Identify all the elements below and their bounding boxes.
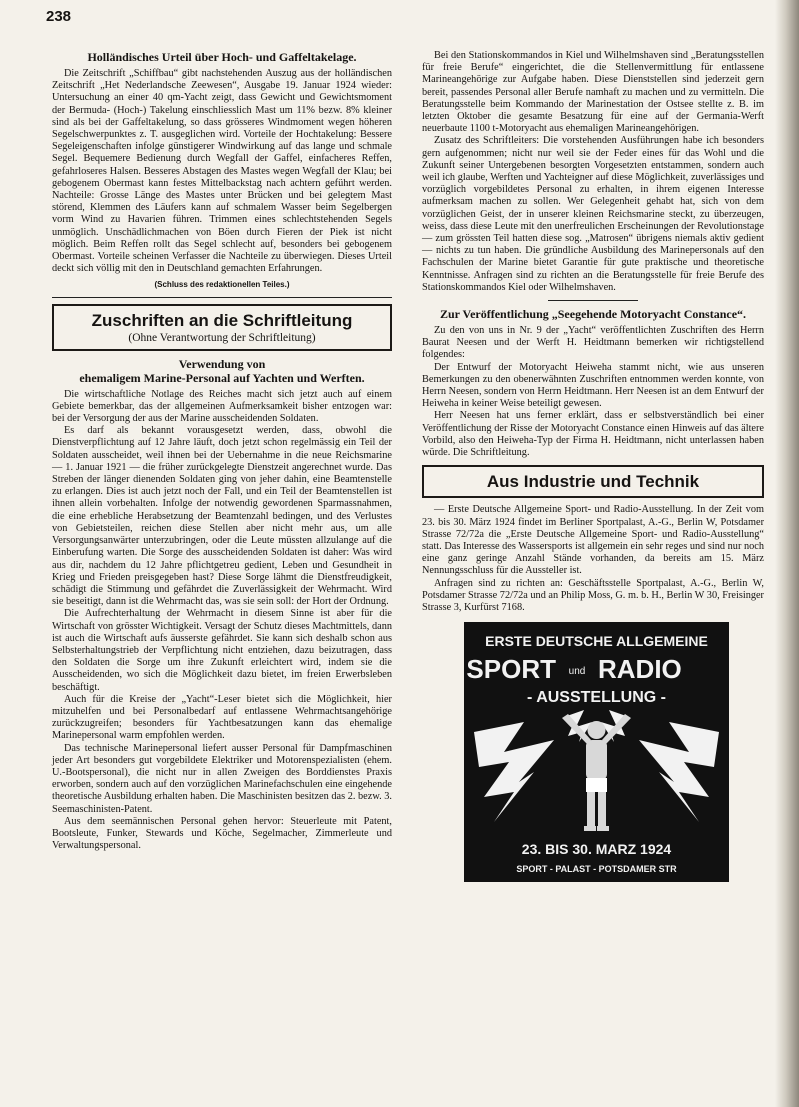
poster-dates: 23. BIS 30. MARZ 1924	[521, 841, 672, 858]
article-body-takelage: Die Zeitschrift „Schiffbau“ gibt nachstehenden Auszug aus der holländischen Zeitschrift „Het Nederlandsche Zeewesen“, Ausgabe 19. Januar 1924 wieder: Untersuchung an einer 40 qm-Yacht zeigt, dass Gewicht und Gewichtsmoment der Bermuda- (Hoch-) Takelung einschliesslich Mast um 11% bezw. 8% kleiner sind als bei der Gaffeltakelung, so dass grösseres Windmoment wegen höheren Segelschwerpunktes z. T. ausgeglichen wird. Vorteile der Hochtakelung: Bessere Segeleigenschaften infolge günstigerer Windwirkung auf das lange und schmale Segel. Bequemere Bedienung durch Wegfall der Gaffel, einfacheres Reffen, gefahrloseres Halsen. Besseres Abstagen des Mastes wegen Wegfall der Klau; bei gebogenem Obermast kann festes Mittelbackstag nach achtern geführt werden. Nachteile: Grosse Länge des Mastes unter Brücken und bei gelegtem Mast störend, Klemmen des Läufers kann auf schmalem Wasser beim Segelbergen vorm Wind zu Havarien führen. Trimmen eines schlechtstehenden Segels unmöglich. Unschädlichmachen von Böen durch Fieren der Piek ist nicht möglich. Beim Reffen rollt das Segel schlecht auf, besonders bei gebogenem Obermast. Vorteile scheinen Verfasser die Nachteile zu überwiegen. Dieses Urteil deckt sich völlig mit den in Deutschland gemachten Erfahrungen.	[52, 68, 392, 275]
section-box-industrie	[422, 465, 764, 498]
poster-line1: ERSTE DEUTSCHE ALLGEMEINE	[485, 633, 708, 650]
editorial-closing-note: (Schluss des redaktionellen Teiles.)	[154, 280, 290, 290]
right-column	[422, 50, 764, 882]
paragraph: Herr Neesen hat uns ferner erklärt, dass er selbstverständlich bei einer Veröffentlichung der Risse der Motoryacht Constance einen Hinweis auf das ältere Vorbild, also den Heiweha-Typ der Firma H. Heidtmann, nicht unterlassen haben würde. Die Schriftleitung.	[422, 410, 764, 459]
paragraph: Es darf als bekannt vorausgesetzt werden, dass, obwohl die Dienstverpflichtung auf 12 Jahre läuft, doch jetzt schon regelmässig ein Teil der Soldaten ausscheidet, weil ihnen bei der Uebernahme in die neue Reichsmarine — 1. Januar 1921 — die früher zurückgelegte Dienstzeit angerechnet wurde. Das Streben der länger dienenden Soldaten ging von jeher dahin, eine Beamtenstelle zu erlangen. Dies ist auch jetzt noch der Fall, und ein Teil der Beamtenstellen ist ihnen allein vorbehalten. Infolge der notwendig gewordenen Sparmassnahmen, die eine erhebliche Herabsetzung der Beamtenzahl bedingen, und des Verlustes von Gebietsteilen, reichen diese Stellen aber nicht mehr aus, um alle Versorgungsanwärter unterzubringen, oder die Leute müssten allzulange auf die Einberufung warten. Die Sorge des ausscheidenden Soldaten ist daher: Was wird aus dir, nachdem du 12 Jahre pflichtgetreu gedient, Leben und Gesundheit in Krieg und Frieden preisgegeben hast? Diese Sorge lähmt die Dienstfreudigkeit, schädigt die Stimmung und gefährdet die Zuverlässigkeit der Wehrmacht. Wird sie beseitigt, dann ist die Wehrmacht das, was sie sein soll: der Hort der Ordnung.	[52, 425, 392, 608]
paragraph: Zusatz des Schriftleiters: Die vorstehenden Ausführungen habe ich besonders gern aufgenommen; nicht nur weil sie der Feder eines für das Wohl und die Zukunft seiner Untergebenen besorgten Vorgesetzten entstammen, sondern auch weil ich glaube, Werften und Yachteigner auf diese Möglichkeit, zuverlässiges und vorzüglich vorgebildetes Personal zu erhalten, in ihrem eigenen Interesse aufmerksam machen zu sollen. Wer Gelegenheit gehabt hat, sich von dem vorzüglichen Geist, der in unserer kleinen Reichsmarine steckt, zu überzeugen, weiss, dass diese Leute mit den unerfreulichen Erscheinungen der Revolutionstage — zum grössten Teil hatten diese sog. „Matrosen“ übrigens niemals aktiv gedient — nichts zu tun haben. Die gründliche Ausbildung des Marinepersonals auf den Fachschulen der Marine bietet Garantie für gute praktische und theoretische Kenntnisse. Anfragen sind zu richten an die Beratungsstelle für freie Berufe des Stationskommandos Kiel oder Wilhelmshaven.	[422, 135, 764, 293]
section-title-industrie: Aus Industrie und Technik	[486, 472, 700, 492]
poster-und: und	[568, 666, 586, 678]
paragraph: Aus dem seemännischen Personal gehen hervor: Steuerleute mit Patent, Bootsleute, Funker, Stewards und Köche, Segelmacher, Zimmerleute und Verwaltungspersonal.	[52, 815, 392, 852]
poster-ausstellung: - AUSSTELLUNG -	[527, 689, 666, 707]
article-title-constance: Zur Veröffentlichung „Seegehende Motoryacht Constance“.	[439, 307, 747, 322]
poster-radio: RADIO	[598, 654, 682, 685]
article-title-marine-line2: ehemaligem Marine-Personal auf Yachten und Werften.	[79, 370, 365, 385]
paragraph: Auch für die Kreise der „Yacht“-Leser bietet sich die Möglichkeit, hier mitzuhelfen und bei Personalbedarf auf entlassene Wehrmachtsangehörige zurückzugreifen; besonders für Yachtbesatzungen kann das ehemalige Marinepersonal warm empfohlen werden.	[52, 693, 392, 742]
divider	[548, 300, 638, 301]
paragraph: Bei den Stationskommandos in Kiel und Wilhelmshaven sind „Beratungsstellen für freie Berufe“ eingerichtet, die die Stellenvermittlung für entlassene Marineangehörige zur Aufgabe haben. Diese Dienststellen sind jederzeit gern bereit, passendes Personal aller Berufe namhaft zu machen und zu vermitteln. Die Beratungsstelle beim Kommando der Marinestation der Ostsee stellte z. B. im letzten Oktober die gesamte Besatzung für eine auf der Germania-Werft neuerbaute 1100 t-Motoryacht aus ehemaligen Marineangehörigen.	[422, 50, 764, 135]
section-subtitle-zuschriften: (Ohne Verantwortung der Schriftleitung)	[128, 331, 316, 344]
book-spine-shadow	[775, 0, 799, 1107]
poster-image	[464, 622, 729, 882]
page-number: 238	[46, 8, 72, 25]
paragraph: — Erste Deutsche Allgemeine Sport- und Radio-Ausstellung. In der Zeit vom 23. bis 30. März 1924 findet im Berliner Sportpalast, A.-G., Berlin W, Potsdamer Strasse 72/72a die „Erste Deutsche Allgemeine Sport- und Radio-Ausstellung“ statt. Das Interesse des Wassersports ist allgemein ein sehr reges und sind nur noch eine ganz geringe Anzahl Stände vorhanden, da bereits am 15. März Nennungsschluss für die Aussteller ist.	[422, 504, 764, 577]
article-title-marine-line1: Verwendung von	[178, 356, 266, 371]
paragraph: Zu den von uns in Nr. 9 der „Yacht“ veröffentlichten Zuschriften des Herrn Baurat Neesen und der Werft H. Heidtmann bemerken wir richtigstellend folgendes:	[422, 325, 764, 361]
exhibition-poster	[464, 622, 729, 882]
paragraph: Die wirtschaftliche Notlage des Reiches macht sich jetzt auch auf einem Gebiete bemerkbar, das der allgemeinen Aufmerksamkeit bisher entzogen war: bei der Versorgung der aus der Marine ausscheidenden Soldaten.	[52, 388, 392, 425]
paragraph: Das technische Marinepersonal liefert ausser Personal für Dampfmaschinen jeder Art besonders gut vorgebildete Elektriker und Motorenspezialisten (ehem. U.-Bootspersonal), die nicht nur in allen Zweigen des Borddienstes Praxis erworben, sondern auch auf den vorzüglichen Marinefachschulen eine eingehende theoretische Ausbildung erhalten haben. Die Maschinisten besitzen das 2. bezw. 3. Seemaschinisten-Patent.	[52, 742, 392, 815]
article-title-takelage: Holländisches Urteil über Hoch- und Gaffeltakelage.	[87, 50, 357, 64]
left-column	[52, 50, 392, 852]
section-box-zuschriften	[52, 304, 392, 351]
paragraph: Der Entwurf der Motoryacht Heiweha stammt nicht, wie aus unseren Bemerkungen zu den obenerwähnten Zuschriften entnommen werden konnte, von Herrn Neesen, sondern von Herrn Heidtmann. Herr Neesen ist an dem Entwurf der Heiweha in keiner Weise beteiligt gewesen.	[422, 361, 764, 410]
poster-sport: SPORT	[466, 654, 556, 685]
paragraph: Anfragen sind zu richten an: Geschäftsstelle Sportpalast, A.-G., Berlin W, Potsdamer Strasse 72/72a und an Philip Moss, G. m. b. H., Berlin W 30, Freisinger Strasse 3, Kurfürst 7168.	[422, 577, 764, 613]
section-title-zuschriften: Zuschriften an die Schriftleitung	[91, 310, 353, 330]
paragraph: Die Aufrechterhaltung der Wehrmacht in diesem Sinne ist aber für die Wirtschaft von grösster Wichtigkeit. Versagt der Schutz dieses Machtmittels, dann ist auch die Wirtschaft aufs äusserste gefährdet. Sie kann sich deshalb schon aus Selbsterhaltungstrieb der Verpflichtung nicht entziehen, dazu beizutragen, dass den Soldaten die Sorge um ihre Zukunft erleichtert wird, indem sie die Ausscheidenden, wo sich die Möglichkeit dazu bietet, im freien Erwerbsleben beschäftigt.	[52, 608, 392, 693]
poster-venue: SPORT - PALAST - POTSDAMER STR	[516, 864, 677, 875]
divider	[52, 297, 392, 298]
